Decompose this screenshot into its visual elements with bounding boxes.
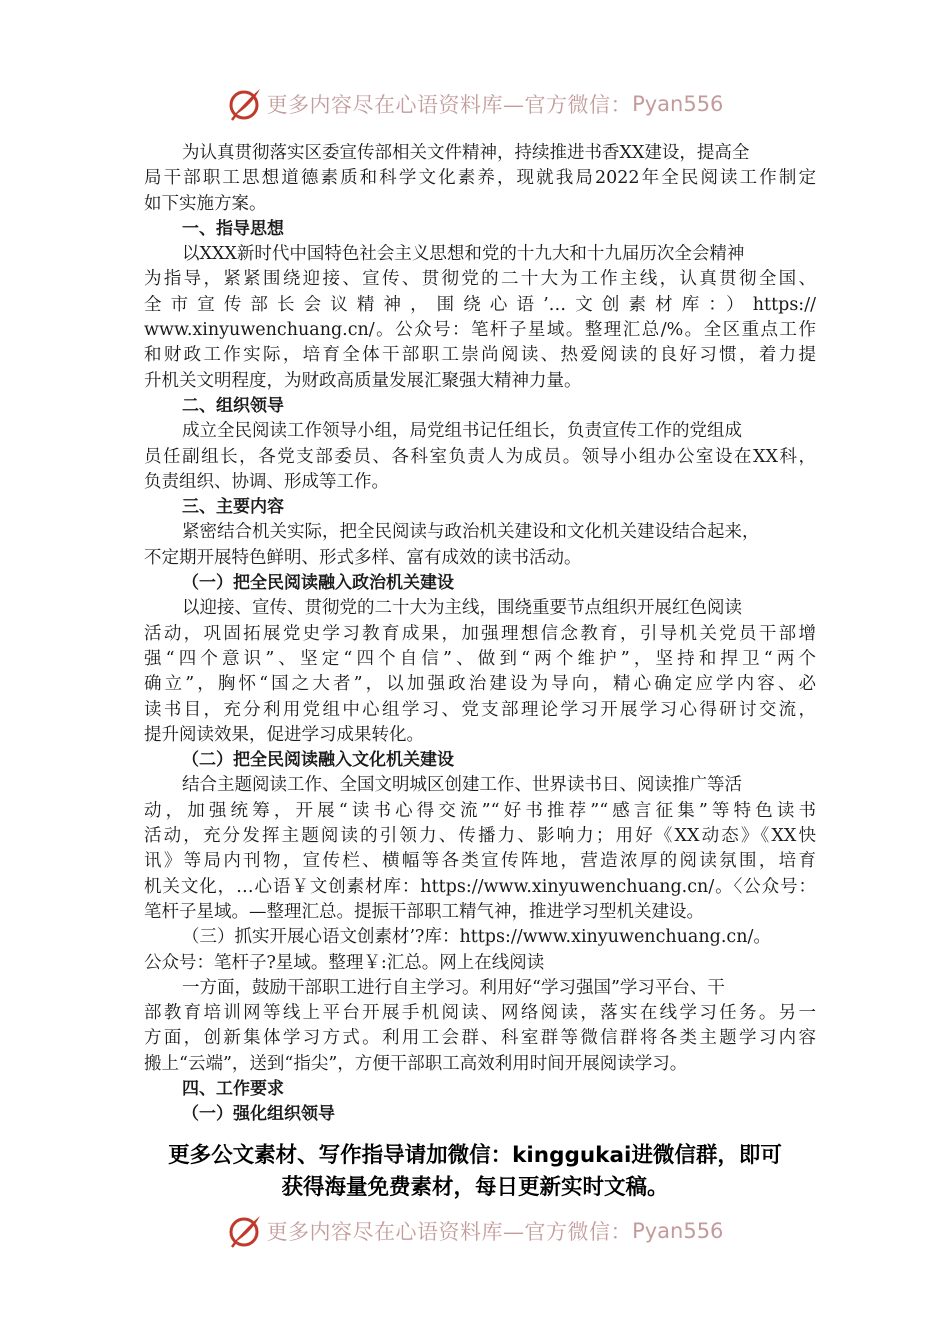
section-2-line-3: 负责组织、协调、形成等工作。: [144, 471, 389, 492]
banner-account: Pyan556: [632, 92, 724, 116]
section-1-line-1: 以XXX新时代中国特色社会主义思想和党的十九大和十九届历次全会精神: [182, 244, 745, 265]
section-2-line-2: 员任副组长，各党支部委员、各科室负责人为成员。领导小组办公室设在XX科，: [144, 446, 816, 467]
subsection-1-title: （一）把全民阅读融入政治机关建设: [182, 573, 454, 594]
quill-logo-icon: [227, 86, 263, 122]
intro-line-1: 为认真贯彻落实区委宣传部相关文件精神，持续推进书香XX建设，提高全: [182, 143, 750, 163]
intro-line-2: 局干部职工思想道德素质和科学文化素养，现就我局2022年全民阅读工作制定: [144, 168, 816, 189]
section-2-title: 二、组织领导: [182, 395, 284, 416]
promo-line-2: 获得海量免费素材，每日更新实时文稿。: [281, 1175, 669, 1200]
section-1-line-6: 升机关文明程度，为财政高质量发展汇聚强大精神力量。: [144, 370, 582, 391]
section-1-line-2: 为指导，紧紧围绕迎接、宣传、贯彻党的二十大为工作主线，认真贯彻全国、: [144, 269, 816, 290]
footer-banner: [0, 1211, 950, 1251]
section-1-line-5: 和财政工作实际，培育全体干部职工崇尚阅读、热爱阅读的良好习惯，着力提: [144, 345, 816, 366]
subsection-1-line-5: 读书目，充分利用党组中心组学习、党支部理论学习开展学习心得研讨交流，: [144, 699, 816, 720]
section-3-line-1: 紧密结合机关实际，把全民阅读与政治机关建设和文化机关建设结合起来，: [182, 522, 760, 543]
subsection-4-title: （一）强化组织领导: [182, 1104, 335, 1125]
subsection-3-line-3: 方面，创新集体学习方式。利用工会群、科室群等微信群将各类主题学习内容: [144, 1028, 816, 1049]
subsection-2-line-6: 笔杆子星域。—整理汇总。提振干部职工精气神，推进学习型机关建设。: [144, 901, 704, 922]
subsection-2-line-4: 讯》等局内刊物，宣传栏、横幅等各类宣传阵地，营造浓厚的阅读氛围，培育: [144, 851, 816, 872]
footer-banner-account: Pyan556: [632, 1219, 724, 1243]
subsection-2-title: （二）把全民阅读融入文化机关建设: [182, 750, 454, 771]
subsection-3-title-line-1: （三）抓实开展心语文创素材’?库：https://www.xinyuwenchuang.cn/。: [182, 927, 771, 948]
subsection-3-line-1: 一方面，鼓励干部职工进行自主学习。利用好“学习强国”学习平台、干: [182, 977, 725, 998]
subsection-1-line-2: 活动，巩固拓展党史学习教育成果，加强理想信念教育，引导机关党员干部增: [144, 623, 816, 644]
subsection-1-line-6: 提升阅读效果，促进学习成果转化。: [144, 724, 424, 745]
intro-line-3: 如下实施方案。: [144, 193, 267, 214]
subsection-1-line-4: 确立”，胸怀“国之大者”，以加强政治建设为导向，精心确定应学内容、必: [144, 674, 816, 695]
subsection-2-line-1: 结合主题阅读工作、全国文明城区创建工作、世界读书日、阅读推广等活: [182, 775, 742, 796]
document-body: [144, 141, 816, 1128]
section-2-line-1: 成立全民阅读工作领导小组，局党组书记任组长，负责宣传工作的党组成: [182, 421, 742, 442]
subsection-1-line-3: 强“四个意识”、坚定“四个自信”、做到“两个维护”，坚持和捍卫“两个: [144, 648, 816, 669]
promo-line-1: 更多公文素材、写作指导请加微信：kinggukai进微信群，即可: [168, 1143, 782, 1168]
section-4-title: 四、工作要求: [182, 1078, 284, 1099]
subsection-3-line-4: 搬上“云端”，送到“指尖”，方便干部职工高效利用时间开展阅读学习。: [144, 1053, 688, 1074]
subsection-3-line-2: 部教育培训网等线上平台开展手机阅读、网络阅读，落实在线学习任务。另一: [144, 1003, 816, 1024]
subsection-2-line-5: 机关文化，…心语￥文创素材库：https://www.xinyuwenchuang.cn/。〈公众号：: [144, 876, 816, 897]
quill-logo-icon: [227, 1213, 263, 1249]
subsection-2-line-2: 动，加强统筹，开展“读书心得交流”“好书推荐”“感言征集”等特色读书: [144, 800, 816, 821]
subsection-1-line-1: 以迎接、宣传、贯彻党的二十大为主线，围绕重要节点组织开展红色阅读: [182, 598, 742, 619]
section-3-title: 三、主要内容: [182, 497, 284, 518]
banner-text: 更多内容尽在心语资料库—官方微信：: [266, 93, 633, 117]
section-1-line-3: 全市宣传部长会议精神，围绕心语’…文创素材库：）https://: [144, 294, 816, 315]
subsection-3-title-line-2: 公众号：笔杆子?星域。整理￥:汇总。网上在线阅读: [144, 952, 545, 973]
section-3-line-2: 不定期开展特色鲜明、形式多样、富有成效的读书活动。: [144, 547, 582, 568]
subsection-2-line-3: 活动，充分发挥主题阅读的引领力、传播力、影响力；用好《XX动态》《XX快: [144, 826, 816, 847]
header-banner: [0, 84, 950, 124]
footer-banner-text: 更多内容尽在心语资料库—官方微信：: [266, 1220, 633, 1244]
section-1-line-4: www.xinyuwenchuang.cn/。公众号：笔杆子星域。整理汇总/%。全区重点工作: [144, 320, 816, 341]
section-1-title: 一、指导思想: [182, 218, 284, 239]
